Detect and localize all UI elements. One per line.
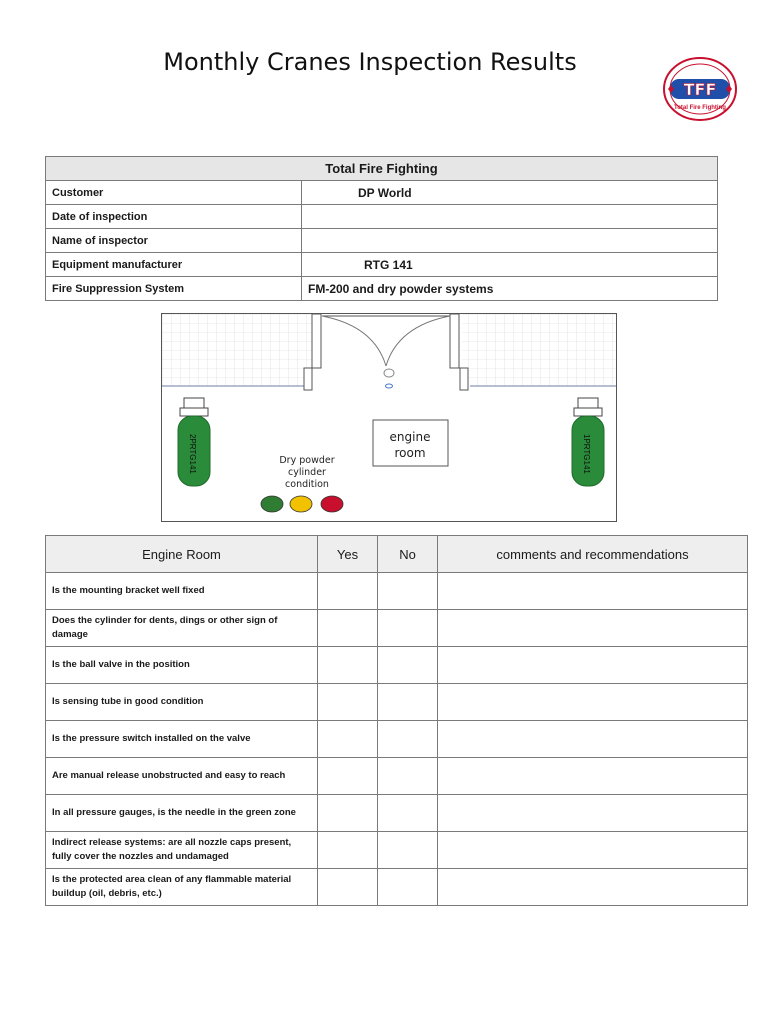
checklist-question: Indirect release systems: are all nozzle caps present, fully cover the nozzles and undamaged	[46, 832, 318, 869]
page-title: Monthly Cranes Inspection Results	[163, 48, 577, 76]
info-value-date[interactable]	[302, 205, 718, 229]
checklist-question: Is the protected area clean of any flammable material buildup (oil, debris, etc.)	[46, 869, 318, 906]
info-row-manufacturer	[46, 253, 718, 277]
table-row	[46, 684, 748, 721]
yes-checkbox-cell[interactable]	[318, 758, 378, 795]
checklist-question: Is the ball valve in the position	[46, 647, 318, 684]
status-yellow-indicator[interactable]	[290, 496, 312, 512]
condition-label-3: condition	[285, 479, 329, 490]
status-red-indicator[interactable]	[321, 496, 343, 512]
no-checkbox-cell[interactable]	[378, 573, 438, 610]
yes-checkbox-cell[interactable]	[318, 684, 378, 721]
nozzle-icon	[384, 369, 394, 377]
table-row	[46, 832, 748, 869]
col-engine-room: Engine Room	[46, 536, 318, 573]
logo-text: TFF	[683, 80, 717, 99]
info-row-suppression	[46, 277, 718, 301]
checklist-question: Is sensing tube in good condition	[46, 684, 318, 721]
info-label: Name of inspector	[46, 229, 302, 253]
yes-checkbox-cell[interactable]	[318, 573, 378, 610]
yes-checkbox-cell[interactable]	[318, 721, 378, 758]
comment-cell[interactable]	[438, 573, 748, 610]
checklist-question: Is the mounting bracket well fixed	[46, 573, 318, 610]
condition-label-2: cylinder	[288, 467, 326, 478]
checklist-question: Are manual release unobstructed and easy to reach	[46, 758, 318, 795]
info-row-inspector	[46, 229, 718, 253]
table-row	[46, 758, 748, 795]
col-comments: comments and recommendations	[438, 536, 748, 573]
sensor-icon	[386, 384, 393, 388]
no-checkbox-cell[interactable]	[378, 832, 438, 869]
comment-cell[interactable]	[438, 647, 748, 684]
logo-caption: Total Fire Fighting	[674, 105, 726, 111]
checklist-question: Does the cylinder for dents, dings or other sign of damage	[46, 610, 318, 647]
cylinder-left-label: 2PRTG141	[188, 434, 197, 474]
info-label: Equipment manufacturer	[46, 253, 302, 277]
engine-room-label-1: engine	[389, 430, 431, 444]
engine-room-label-2: room	[394, 446, 426, 460]
info-label: Fire Suppression System	[46, 277, 302, 301]
comment-cell[interactable]	[438, 869, 748, 906]
yes-checkbox-cell[interactable]	[318, 795, 378, 832]
checklist-table	[45, 535, 748, 906]
info-value-suppression[interactable]: FM-200 and dry powder systems	[302, 277, 718, 301]
info-label: Customer	[46, 181, 302, 205]
table-row	[46, 647, 748, 684]
checklist-question: In all pressure gauges, is the needle in the green zone	[46, 795, 318, 832]
door-frame-left	[312, 314, 321, 368]
col-no: No	[378, 536, 438, 573]
yes-checkbox-cell[interactable]	[318, 832, 378, 869]
table-row	[46, 721, 748, 758]
door-frame-right	[450, 314, 459, 368]
comment-cell[interactable]	[438, 684, 748, 721]
info-label: Date of inspection	[46, 205, 302, 229]
company-logo	[662, 56, 738, 122]
engine-room-diagram	[161, 313, 617, 522]
table-row	[46, 869, 748, 906]
info-row-date	[46, 205, 718, 229]
grid-wall-left	[162, 314, 312, 386]
table-row	[46, 795, 748, 832]
comment-cell[interactable]	[438, 721, 748, 758]
table-row	[46, 610, 748, 647]
cylinder-right	[572, 398, 604, 486]
door-swing-left	[322, 316, 386, 366]
no-checkbox-cell[interactable]	[378, 647, 438, 684]
yes-checkbox-cell[interactable]	[318, 647, 378, 684]
comment-cell[interactable]	[438, 758, 748, 795]
no-checkbox-cell[interactable]	[378, 721, 438, 758]
comment-cell[interactable]	[438, 795, 748, 832]
col-yes: Yes	[318, 536, 378, 573]
condition-label-1: Dry powder	[279, 455, 335, 466]
yes-checkbox-cell[interactable]	[318, 610, 378, 647]
door-swing-right	[386, 316, 450, 366]
comment-cell[interactable]	[438, 832, 748, 869]
info-table-heading: Total Fire Fighting	[46, 157, 718, 181]
no-checkbox-cell[interactable]	[378, 758, 438, 795]
info-row-customer	[46, 181, 718, 205]
comment-cell[interactable]	[438, 610, 748, 647]
table-row	[46, 573, 748, 610]
no-checkbox-cell[interactable]	[378, 684, 438, 721]
yes-checkbox-cell[interactable]	[318, 869, 378, 906]
grid-wall-right	[462, 314, 616, 386]
info-value-manufacturer[interactable]: RTG 141	[302, 253, 718, 277]
cylinder-right-label: 1PRTG141	[582, 434, 591, 474]
no-checkbox-cell[interactable]	[378, 869, 438, 906]
no-checkbox-cell[interactable]	[378, 795, 438, 832]
checklist-header-row	[46, 536, 748, 573]
status-green-indicator[interactable]	[261, 496, 283, 512]
info-table	[45, 156, 718, 301]
no-checkbox-cell[interactable]	[378, 610, 438, 647]
cylinder-left	[178, 398, 210, 486]
info-value-customer[interactable]: DP World	[302, 181, 718, 205]
checklist-question: Is the pressure switch installed on the valve	[46, 721, 318, 758]
info-value-inspector[interactable]	[302, 229, 718, 253]
